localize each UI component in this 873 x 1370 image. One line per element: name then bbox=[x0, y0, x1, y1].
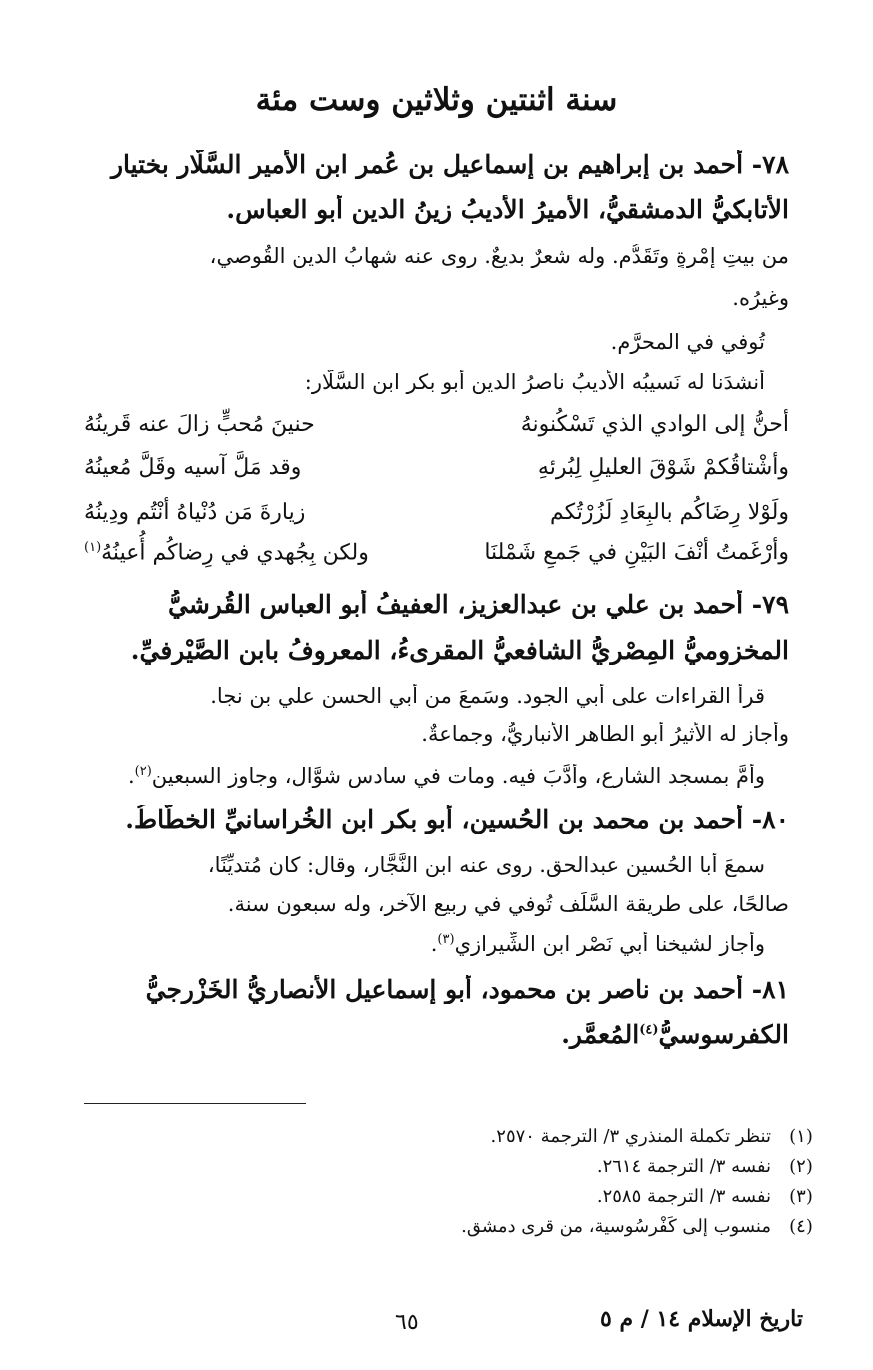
footnote-number: (١) bbox=[789, 1126, 813, 1147]
entry-80-heading: ٨٠- أحمد بن محمد بن الحُسين، أبو بكر ابن الخُراسانيِّ الخطَّاطُ. bbox=[125, 805, 789, 834]
footnote-marker: (٢) bbox=[134, 764, 152, 779]
entry-78-paragraph-1: من بيتِ إمْرةٍ وتَقَدُّم. وله شعرٌ بديعٌ. روى عنه شهابُ الدين القُوصي، bbox=[209, 244, 789, 268]
footnote-marker: (١) bbox=[84, 540, 102, 555]
heading-text-end: المُعمَّر. bbox=[561, 1020, 640, 1049]
footnote bbox=[71, 1156, 831, 1177]
footnote-text: نفسه ٣/ الترجمة ٢٦١٤. bbox=[596, 1156, 771, 1177]
footnote bbox=[71, 1126, 831, 1147]
entry-81-heading-line-1: ٨١- أحمد بن ناصر بن محمود، أبو إسماعيل الأنصاريُّ الخَزْرجيُّ bbox=[145, 975, 789, 1004]
footnote-number: (٣) bbox=[789, 1186, 813, 1207]
entry-78-poem-intro: أنشدَنا له نَسيبُه الأديبُ ناصرُ الدين أبو بكر ابن السَّلَّار: bbox=[304, 370, 765, 394]
book-signature: تاريخ الإسلام ١٤ / م ٥ bbox=[599, 1306, 803, 1332]
entry-79-heading-line-2: المخزوميُّ المِصْريُّ الشافعيُّ المقرىءُ، المعروفُ بابن الصَّيْرفيِّ. bbox=[130, 636, 789, 665]
verse-second-hemistich: وقد مَلَّ آسيه وقَلَّ مُعينُهُ bbox=[84, 455, 302, 480]
footnote bbox=[71, 1186, 831, 1207]
verse-first-hemistich: وأشْتاقُكمْ شَوْقَ العليلِ لِبُرئهِ bbox=[537, 455, 789, 480]
verse-first-hemistich: وأرْغَمتُ أنْفَ البَيْنِ في جَمعِ شَمْلنَا bbox=[484, 540, 789, 565]
verse-second-hemistich: زيارةَ مَن دُنْياهُ أنْتُم ودِينُهُ bbox=[84, 500, 306, 525]
entry-78-heading-line-1: ٧٨- أحمد بن إبراهيم بن إسماعيل بن عُمر ابن الأمير السَّلَّار بختيار bbox=[110, 150, 789, 179]
entry-79-paragraph-2: وأجاز له الأثيرُ أبو الطاهر الأنباريُّ، وجماعةٌ. bbox=[421, 722, 789, 746]
poem-verse bbox=[84, 540, 789, 565]
entry-80-paragraph-1: سمعَ أبا الحُسين عبدالحق. روى عنه ابن النَّجَّار، وقال: كان مُتديِّنًا، bbox=[207, 853, 765, 877]
paragraph-end: . bbox=[127, 764, 135, 788]
verse-second-hemistich bbox=[84, 540, 369, 565]
footnote bbox=[71, 1216, 831, 1237]
entry-81-heading-line-2 bbox=[84, 1020, 789, 1049]
footnote-text: منسوب إلى كَفْرسُوسية، من قرى دمشق. bbox=[461, 1216, 771, 1237]
footnote-text: نفسه ٣/ الترجمة ٢٥٨٥. bbox=[596, 1186, 771, 1207]
entry-78-paragraph-1-end: وغيرُه. bbox=[732, 286, 789, 310]
entry-80-paragraph-2: صالحًا، على طريقة السَّلَف تُوفي في ربيع الآخر، وله سبعون سنة. bbox=[227, 892, 789, 916]
verse-text: ولكن بِجُهدي في رِضاكُم أُعينُهُ bbox=[101, 540, 369, 566]
entry-78-death: تُوفي في المحرَّم. bbox=[610, 330, 765, 354]
footnote-separator bbox=[84, 1103, 306, 1104]
poem-verse bbox=[84, 500, 789, 525]
verse-first-hemistich: أحنُّ إلى الوادي الذي تَسْكُنونهُ bbox=[520, 412, 789, 437]
verse-first-hemistich: ولَوْلا رِضَاكُم بالبِعَادِ لَزُرْتُكم bbox=[549, 500, 789, 525]
entry-80-paragraph-3 bbox=[60, 932, 789, 956]
year-heading: سنة اثنتين وثلاثين وست مئة bbox=[255, 82, 618, 118]
paragraph-text: وأمَّ بمسجد الشارع، وأدَّبَ فيه. ومات في سادس شوَّال، وجاوز السبعين bbox=[151, 764, 765, 788]
entry-79-heading-line-1: ٧٩- أحمد بن علي بن عبدالعزيز، العفيفُ أبو العباس القُرشيُّ bbox=[168, 590, 789, 619]
entry-79-paragraph-1: قرأ القراءات على أبي الجود. وسَمعَ من أبي الحسن علي بن نجا. bbox=[210, 684, 765, 708]
entry-78-heading-line-2: الأتابكيُّ الدمشقيُّ، الأميرُ الأديبُ زينُ الدين أبو العباس. bbox=[226, 195, 789, 224]
footnote-text: تنظر تكملة المنذري ٣/ الترجمة ٢٥٧٠. bbox=[490, 1126, 771, 1147]
footnote-marker: (٤) bbox=[639, 1022, 659, 1038]
footnote-number: (٤) bbox=[789, 1216, 813, 1237]
page-number: ٦٥ bbox=[395, 1310, 419, 1335]
entry-79-paragraph-3 bbox=[60, 764, 789, 788]
poem-verse bbox=[84, 455, 789, 480]
poem-verse bbox=[84, 412, 789, 437]
footnote-marker: (٣) bbox=[437, 932, 455, 947]
heading-text: الكفرسوسيُّ bbox=[658, 1020, 789, 1049]
paragraph-text: وأجاز لشيخنا أبي نَصْر ابن الشِّيرازي bbox=[454, 932, 765, 956]
verse-second-hemistich: حنينَ مُحبٍّ زالَ عنه قَرينُهُ bbox=[84, 412, 315, 437]
footnote-number: (٢) bbox=[789, 1156, 813, 1177]
paragraph-end: . bbox=[430, 932, 438, 956]
